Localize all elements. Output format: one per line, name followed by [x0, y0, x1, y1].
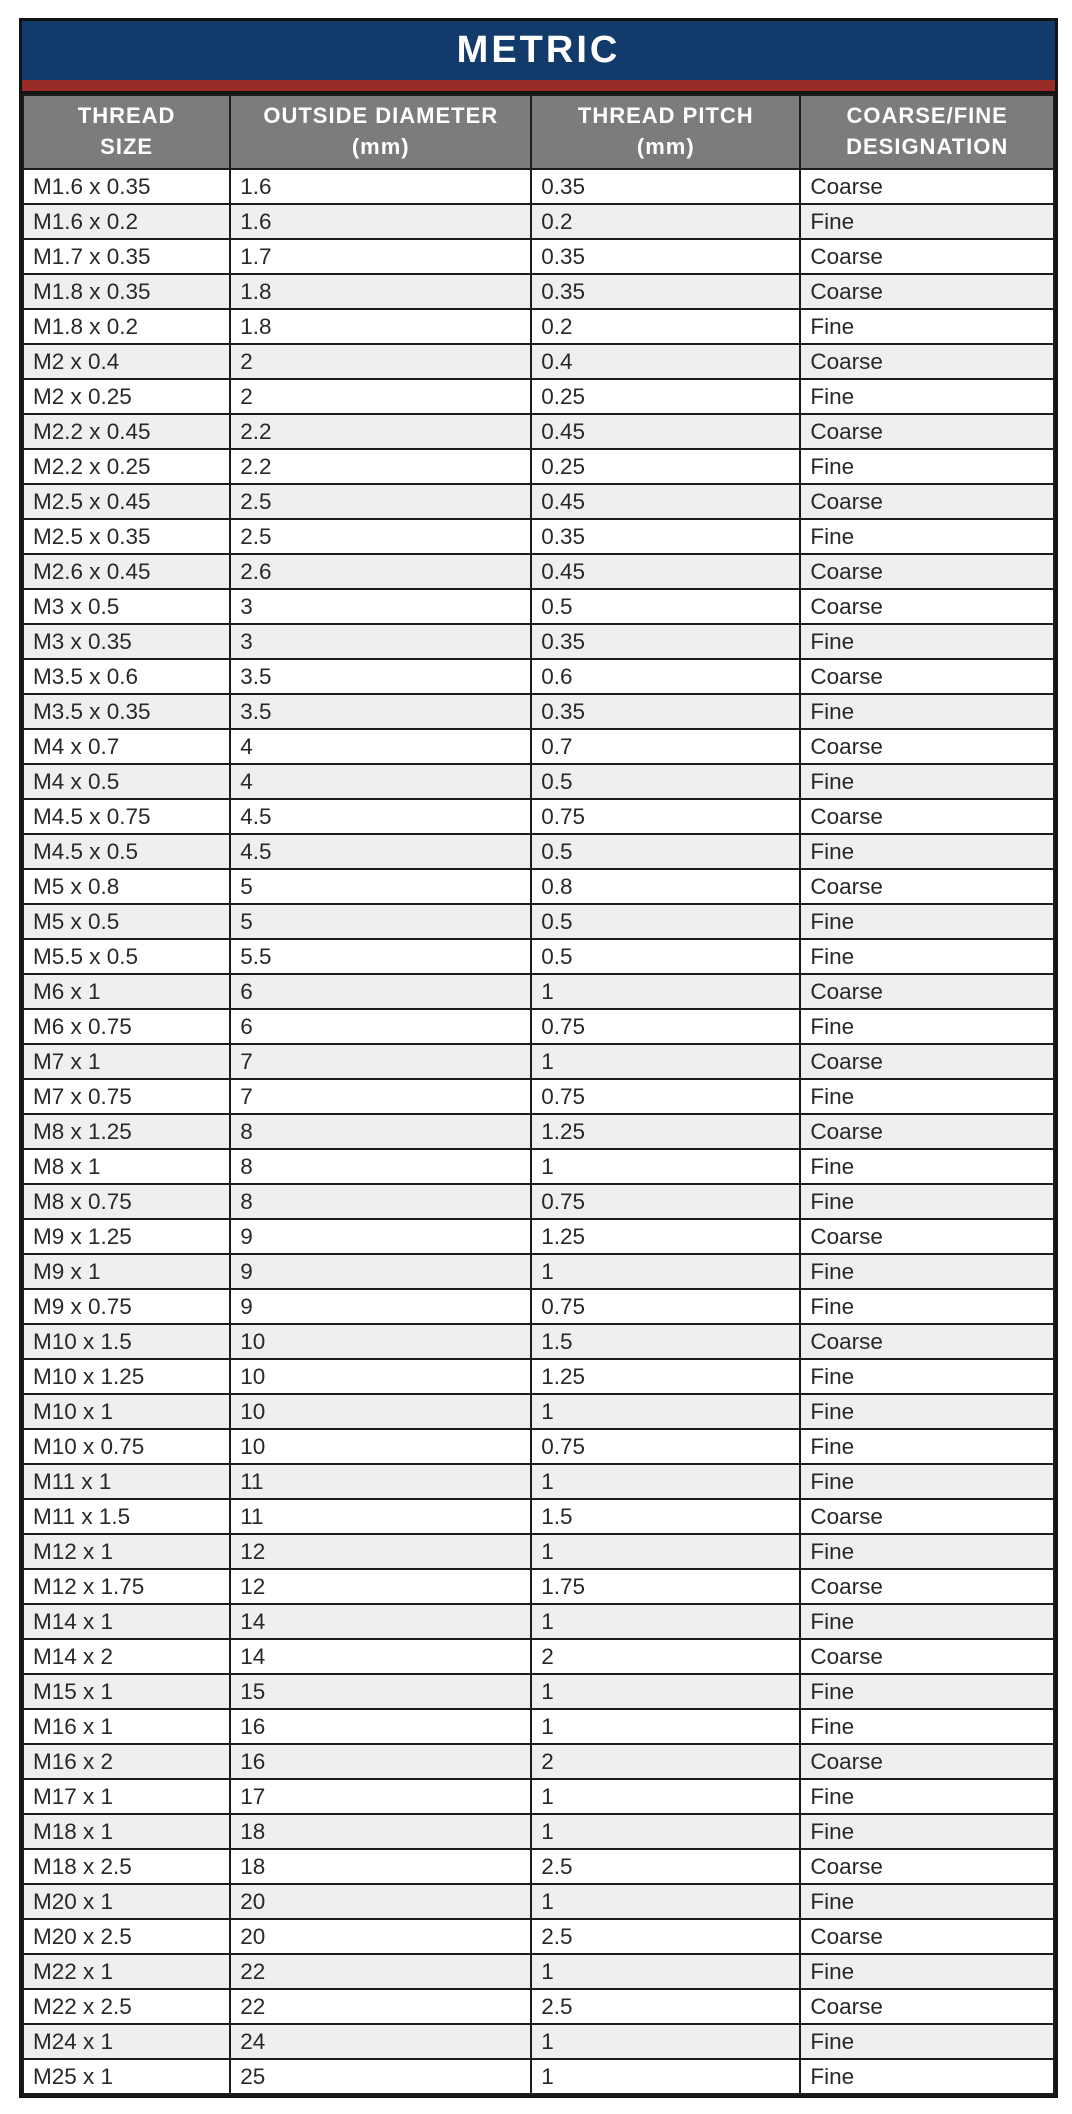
table-cell: M12 x 1.75	[23, 1569, 230, 1604]
table-cell: Fine	[800, 519, 1054, 554]
table-cell: 5.5	[230, 939, 531, 974]
table-cell: M4.5 x 0.75	[23, 799, 230, 834]
table-cell: Coarse	[800, 1219, 1054, 1254]
table-row	[23, 1919, 1054, 1954]
table-row	[23, 554, 1054, 589]
table-cell: Fine	[800, 1359, 1054, 1394]
table-cell: 0.35	[531, 239, 800, 274]
table-cell: 12	[230, 1534, 531, 1569]
table-cell: M18 x 1	[23, 1814, 230, 1849]
table-cell: Coarse	[800, 974, 1054, 1009]
table-cell: Coarse	[800, 1989, 1054, 2024]
table-cell: 10	[230, 1429, 531, 1464]
table-cell: 4.5	[230, 834, 531, 869]
table-row	[23, 869, 1054, 904]
table-cell: Coarse	[800, 1569, 1054, 1604]
column-header-outside-diameter	[230, 95, 531, 169]
table-cell: Fine	[800, 1184, 1054, 1219]
table-cell: Fine	[800, 1534, 1054, 1569]
table-cell: 0.75	[531, 1009, 800, 1044]
table-cell: Fine	[800, 939, 1054, 974]
table-cell: Coarse	[800, 239, 1054, 274]
table-cell: 6	[230, 1009, 531, 1044]
header-line: COARSE/FINE	[846, 103, 1008, 129]
table-cell: Fine	[800, 1009, 1054, 1044]
table-cell: Fine	[800, 379, 1054, 414]
table-cell: 1	[531, 1254, 800, 1289]
table-body	[23, 169, 1054, 2094]
table-cell: M4 x 0.7	[23, 729, 230, 764]
header-line: OUTSIDE DIAMETER	[263, 103, 499, 129]
table-cell: Coarse	[800, 659, 1054, 694]
table-cell: M1.6 x 0.2	[23, 204, 230, 239]
table-row	[23, 1674, 1054, 1709]
table-cell: 18	[230, 1849, 531, 1884]
header-line: SIZE	[100, 134, 154, 159]
table-cell: 10	[230, 1324, 531, 1359]
table-row	[23, 1709, 1054, 1744]
table-row	[23, 1989, 1054, 2024]
table-cell: M4.5 x 0.5	[23, 834, 230, 869]
table-cell: 1.5	[531, 1324, 800, 1359]
table-cell: 5	[230, 869, 531, 904]
column-header-coarse-fine	[800, 95, 1054, 169]
table-row	[23, 204, 1054, 239]
table-cell: 18	[230, 1814, 531, 1849]
title-bar	[22, 21, 1055, 80]
table-cell: 7	[230, 1079, 531, 1114]
table-row	[23, 1289, 1054, 1324]
table-cell: M7 x 1	[23, 1044, 230, 1079]
table-cell: M17 x 1	[23, 1779, 230, 1814]
table-cell: Fine	[800, 1394, 1054, 1429]
table-row	[23, 1814, 1054, 1849]
table-row	[23, 344, 1054, 379]
table-cell: 0.25	[531, 379, 800, 414]
table-row	[23, 1849, 1054, 1884]
table-cell: Coarse	[800, 1114, 1054, 1149]
table-row	[23, 1184, 1054, 1219]
table-cell: Fine	[800, 1079, 1054, 1114]
table-row	[23, 764, 1054, 799]
table-cell: Fine	[800, 904, 1054, 939]
table-cell: 2	[230, 379, 531, 414]
table-cell: 0.5	[531, 939, 800, 974]
table-row	[23, 1044, 1054, 1079]
table-cell: Fine	[800, 834, 1054, 869]
table-cell: M11 x 1	[23, 1464, 230, 1499]
table-cell: Fine	[800, 764, 1054, 799]
table-row	[23, 1359, 1054, 1394]
table-row	[23, 1779, 1054, 1814]
table-cell: Fine	[800, 309, 1054, 344]
table-cell: M1.8 x 0.35	[23, 274, 230, 309]
table-cell: M2.5 x 0.45	[23, 484, 230, 519]
table-row	[23, 1884, 1054, 1919]
table-cell: 4	[230, 764, 531, 799]
table-row	[23, 309, 1054, 344]
table-cell: 2.5	[531, 1989, 800, 2024]
table-row	[23, 939, 1054, 974]
table-row	[23, 519, 1054, 554]
table-row	[23, 799, 1054, 834]
table-cell: 0.4	[531, 344, 800, 379]
table-cell: Coarse	[800, 799, 1054, 834]
thread-size-table	[22, 94, 1055, 2095]
table-cell: 0.7	[531, 729, 800, 764]
table-row	[23, 379, 1054, 414]
table-cell: M5.5 x 0.5	[23, 939, 230, 974]
table-cell: 0.35	[531, 169, 800, 204]
table-cell: Coarse	[800, 344, 1054, 379]
table-cell: 7	[230, 1044, 531, 1079]
table-row	[23, 834, 1054, 869]
table-cell: M22 x 1	[23, 1954, 230, 1989]
table-cell: Fine	[800, 2024, 1054, 2059]
table-cell: 22	[230, 1989, 531, 2024]
table-cell: M2 x 0.25	[23, 379, 230, 414]
table-cell: M3.5 x 0.35	[23, 694, 230, 729]
table-cell: 1	[531, 1464, 800, 1499]
table-row	[23, 624, 1054, 659]
header-line: (mm)	[351, 134, 410, 159]
table-cell: Fine	[800, 1289, 1054, 1324]
table-cell: 9	[230, 1219, 531, 1254]
table-cell: 3	[230, 589, 531, 624]
table-row	[23, 274, 1054, 309]
accent-stripe	[22, 80, 1055, 94]
table-row	[23, 1569, 1054, 1604]
table-cell: 4	[230, 729, 531, 764]
table-cell: Fine	[800, 1884, 1054, 1919]
table-cell: Fine	[800, 449, 1054, 484]
table-cell: M24 x 1	[23, 2024, 230, 2059]
table-cell: 10	[230, 1359, 531, 1394]
table-cell: 8	[230, 1184, 531, 1219]
table-cell: 1.5	[531, 1499, 800, 1534]
table-row	[23, 1254, 1054, 1289]
table-cell: 6	[230, 974, 531, 1009]
table-cell: M2 x 0.4	[23, 344, 230, 379]
table-cell: 1	[531, 1149, 800, 1184]
table-cell: M18 x 2.5	[23, 1849, 230, 1884]
header-line: (mm)	[636, 134, 695, 159]
table-cell: 1.8	[230, 274, 531, 309]
table-cell: 1	[531, 1779, 800, 1814]
table-cell: 0.75	[531, 799, 800, 834]
table-cell: M16 x 2	[23, 1744, 230, 1779]
table-cell: M8 x 0.75	[23, 1184, 230, 1219]
table-cell: M2.2 x 0.25	[23, 449, 230, 484]
table-cell: 1	[531, 1884, 800, 1919]
table-cell: Fine	[800, 1254, 1054, 1289]
table-row	[23, 1604, 1054, 1639]
table-row	[23, 1954, 1054, 1989]
table-row	[23, 1744, 1054, 1779]
table-cell: Fine	[800, 1149, 1054, 1184]
table-cell: 3.5	[230, 659, 531, 694]
table-cell: 17	[230, 1779, 531, 1814]
table-cell: Coarse	[800, 1499, 1054, 1534]
table-cell: 22	[230, 1954, 531, 1989]
table-cell: Coarse	[800, 1324, 1054, 1359]
table-cell: M20 x 2.5	[23, 1919, 230, 1954]
table-cell: 1.75	[531, 1569, 800, 1604]
table-row	[23, 1464, 1054, 1499]
table-cell: 3.5	[230, 694, 531, 729]
table-cell: M9 x 0.75	[23, 1289, 230, 1324]
table-cell: Coarse	[800, 554, 1054, 589]
table-row	[23, 694, 1054, 729]
table-row	[23, 1394, 1054, 1429]
table-cell: M1.6 x 0.35	[23, 169, 230, 204]
table-cell: 0.2	[531, 204, 800, 239]
table-cell: 0.35	[531, 274, 800, 309]
column-header-thread-size	[23, 95, 230, 169]
table-cell: Fine	[800, 1709, 1054, 1744]
table-cell: 1	[531, 1954, 800, 1989]
table-cell: 9	[230, 1289, 531, 1324]
table-cell: M3.5 x 0.6	[23, 659, 230, 694]
header-row	[23, 95, 1054, 169]
table-cell: M3 x 0.35	[23, 624, 230, 659]
table-cell: M10 x 0.75	[23, 1429, 230, 1464]
table-cell: 0.5	[531, 834, 800, 869]
table-row	[23, 484, 1054, 519]
table-cell: Fine	[800, 694, 1054, 729]
table-cell: Coarse	[800, 169, 1054, 204]
table-row	[23, 904, 1054, 939]
table-cell: M16 x 1	[23, 1709, 230, 1744]
table-cell: M20 x 1	[23, 1884, 230, 1919]
table-cell: 2	[230, 344, 531, 379]
table-cell: Coarse	[800, 484, 1054, 519]
table-header	[23, 95, 1054, 169]
table-cell: Coarse	[800, 1744, 1054, 1779]
table-row	[23, 1219, 1054, 1254]
table-row	[23, 239, 1054, 274]
table-cell: 4.5	[230, 799, 531, 834]
header-line: DESIGNATION	[846, 134, 1009, 159]
table-cell: M15 x 1	[23, 1674, 230, 1709]
table-cell: 0.2	[531, 309, 800, 344]
table-cell: 2	[531, 1639, 800, 1674]
table-row	[23, 1009, 1054, 1044]
table-cell: M2.5 x 0.35	[23, 519, 230, 554]
table-cell: Coarse	[800, 414, 1054, 449]
table-cell: 1.25	[531, 1219, 800, 1254]
table-cell: M10 x 1.5	[23, 1324, 230, 1359]
table-cell: 2.5	[230, 519, 531, 554]
table-cell: 1.7	[230, 239, 531, 274]
table-cell: Coarse	[800, 1849, 1054, 1884]
table-cell: 1	[531, 1604, 800, 1639]
table-cell: 20	[230, 1919, 531, 1954]
table-cell: 0.25	[531, 449, 800, 484]
table-cell: 0.5	[531, 589, 800, 624]
table-cell: Fine	[800, 624, 1054, 659]
table-cell: M10 x 1	[23, 1394, 230, 1429]
table-cell: 16	[230, 1744, 531, 1779]
table-cell: M5 x 0.8	[23, 869, 230, 904]
table-cell: 16	[230, 1709, 531, 1744]
page-title: METRIC	[456, 29, 621, 71]
table-cell: 0.75	[531, 1079, 800, 1114]
table-cell: 20	[230, 1884, 531, 1919]
table-cell: 10	[230, 1394, 531, 1429]
table-cell: 25	[230, 2059, 531, 2094]
table-cell: M12 x 1	[23, 1534, 230, 1569]
table-row	[23, 1324, 1054, 1359]
table-cell: 2.5	[531, 1919, 800, 1954]
table-cell: 1	[531, 2024, 800, 2059]
table-row	[23, 169, 1054, 204]
table-cell: 0.35	[531, 694, 800, 729]
table-cell: 2	[531, 1744, 800, 1779]
table-cell: M14 x 2	[23, 1639, 230, 1674]
table-cell: M10 x 1.25	[23, 1359, 230, 1394]
table-cell: 12	[230, 1569, 531, 1604]
table-cell: 1.6	[230, 204, 531, 239]
table-cell: 14	[230, 1639, 531, 1674]
table-cell: 14	[230, 1604, 531, 1639]
table-cell: 0.35	[531, 519, 800, 554]
table-row	[23, 1639, 1054, 1674]
table-cell: M3 x 0.5	[23, 589, 230, 624]
table-cell: 1	[531, 974, 800, 1009]
table-cell: 0.35	[531, 624, 800, 659]
table-cell: Coarse	[800, 869, 1054, 904]
table-cell: 3	[230, 624, 531, 659]
table-cell: Fine	[800, 204, 1054, 239]
table-cell: Fine	[800, 1954, 1054, 1989]
metric-thread-chart	[19, 18, 1058, 2098]
table-row	[23, 659, 1054, 694]
table-cell: 1	[531, 1534, 800, 1569]
table-row	[23, 1114, 1054, 1149]
table-cell: Fine	[800, 1814, 1054, 1849]
table-cell: 0.75	[531, 1429, 800, 1464]
table-cell: M8 x 1	[23, 1149, 230, 1184]
table-cell: 0.6	[531, 659, 800, 694]
table-cell: Coarse	[800, 1919, 1054, 1954]
table-row	[23, 414, 1054, 449]
table-cell: Coarse	[800, 1044, 1054, 1079]
header-line: THREAD	[77, 103, 176, 129]
table-cell: M9 x 1.25	[23, 1219, 230, 1254]
table-cell: M6 x 1	[23, 974, 230, 1009]
table-cell: Fine	[800, 2059, 1054, 2094]
table-row	[23, 2059, 1054, 2094]
table-cell: Fine	[800, 1779, 1054, 1814]
table-row	[23, 1429, 1054, 1464]
table-cell: 2.5	[531, 1849, 800, 1884]
table-row	[23, 1499, 1054, 1534]
table-cell: 1	[531, 1709, 800, 1744]
table-cell: M2.2 x 0.45	[23, 414, 230, 449]
table-cell: 1	[531, 1044, 800, 1079]
table-cell: 0.5	[531, 764, 800, 799]
table-cell: M11 x 1.5	[23, 1499, 230, 1534]
table-cell: 15	[230, 1674, 531, 1709]
table-row	[23, 974, 1054, 1009]
table-cell: Coarse	[800, 729, 1054, 764]
table-cell: Fine	[800, 1464, 1054, 1499]
table-cell: 5	[230, 904, 531, 939]
table-cell: 8	[230, 1149, 531, 1184]
table-cell: 1.25	[531, 1114, 800, 1149]
table-cell: 2.2	[230, 414, 531, 449]
table-cell: M6 x 0.75	[23, 1009, 230, 1044]
table-row	[23, 1149, 1054, 1184]
column-header-thread-pitch	[531, 95, 800, 169]
table-cell: 8	[230, 1114, 531, 1149]
table-cell: 1.6	[230, 169, 531, 204]
table-cell: M25 x 1	[23, 2059, 230, 2094]
table-cell: M2.6 x 0.45	[23, 554, 230, 589]
table-cell: 1	[531, 2059, 800, 2094]
table-cell: Fine	[800, 1429, 1054, 1464]
table-row	[23, 449, 1054, 484]
table-cell: 0.8	[531, 869, 800, 904]
table-cell: M7 x 0.75	[23, 1079, 230, 1114]
table-cell: 0.45	[531, 484, 800, 519]
table-cell: 0.45	[531, 554, 800, 589]
table-row	[23, 1079, 1054, 1114]
table-cell: 2.6	[230, 554, 531, 589]
table-cell: M14 x 1	[23, 1604, 230, 1639]
table-cell: M9 x 1	[23, 1254, 230, 1289]
table-cell: 1.8	[230, 309, 531, 344]
table-cell: 2.2	[230, 449, 531, 484]
table-cell: 0.45	[531, 414, 800, 449]
table-cell: 11	[230, 1464, 531, 1499]
table-cell: 9	[230, 1254, 531, 1289]
table-cell: M8 x 1.25	[23, 1114, 230, 1149]
table-cell: M22 x 2.5	[23, 1989, 230, 2024]
table-cell: Coarse	[800, 589, 1054, 624]
table-cell: 1.25	[531, 1359, 800, 1394]
table-cell: 0.75	[531, 1289, 800, 1324]
table-cell: M1.7 x 0.35	[23, 239, 230, 274]
table-row	[23, 1534, 1054, 1569]
table-cell: Coarse	[800, 1639, 1054, 1674]
table-cell: Coarse	[800, 274, 1054, 309]
table-cell: 0.5	[531, 904, 800, 939]
table-row	[23, 589, 1054, 624]
table-cell: 1	[531, 1814, 800, 1849]
header-line: THREAD PITCH	[577, 103, 754, 129]
table-cell: Fine	[800, 1604, 1054, 1639]
table-cell: 11	[230, 1499, 531, 1534]
table-cell: M5 x 0.5	[23, 904, 230, 939]
table-row	[23, 2024, 1054, 2059]
table-cell: Fine	[800, 1674, 1054, 1709]
table-cell: M4 x 0.5	[23, 764, 230, 799]
table-cell: 2.5	[230, 484, 531, 519]
table-cell: M1.8 x 0.2	[23, 309, 230, 344]
table-cell: 24	[230, 2024, 531, 2059]
table-cell: 1	[531, 1394, 800, 1429]
table-cell: 1	[531, 1674, 800, 1709]
table-row	[23, 729, 1054, 764]
table-cell: 0.75	[531, 1184, 800, 1219]
